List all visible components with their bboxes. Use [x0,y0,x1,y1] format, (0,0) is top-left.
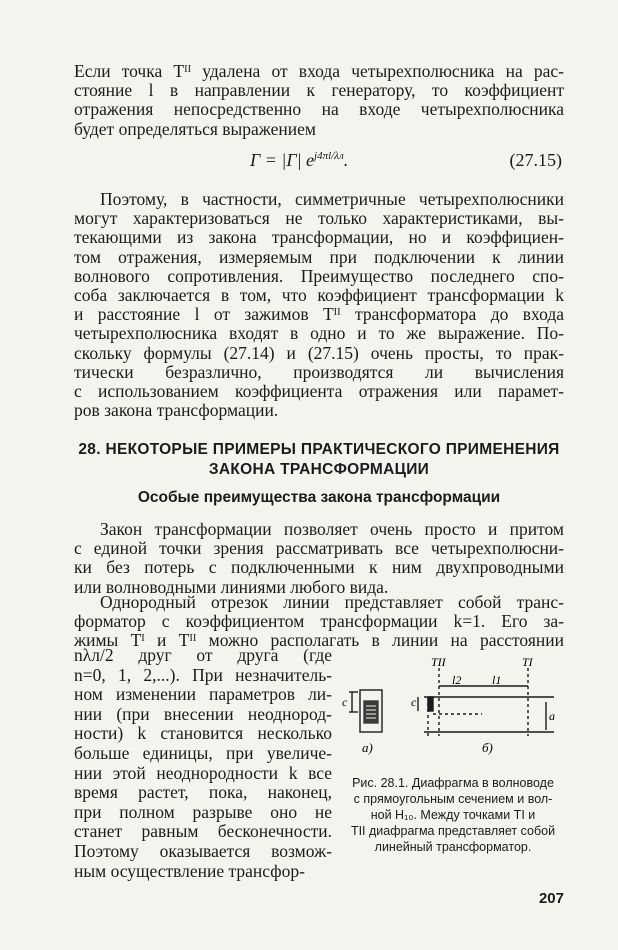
subsection-heading: Особые преимущества закона трансформации [137,489,501,506]
text-line: Поэтому, в частности, симметричные четырехполюсники [100,189,564,209]
waveguide-diaphragm-figure [342,646,564,766]
text-line: будет определяться выражением [74,118,316,139]
text-line: n=0, 1, 2,...). При незначитель- [74,664,332,685]
caption-line: линейный трансформатор. [374,840,532,854]
text-line: том отражения, измеряемым при подключении к линии [74,246,564,267]
formula-base: Γ = |Γ| e [250,150,315,170]
text-line: соба заключается в том, что коэффициент трансформации k [74,285,564,306]
text-line: больше единицы, при увеличе- [74,742,332,763]
label-a: a) [362,740,373,755]
text-line: четырехполюсника входят в одно и то же выражение. По- [74,323,564,344]
text-line: станет равным бесконечности. [74,821,332,842]
text-line: и расстояние l от зажимов Тᴵᴵ трансформатора до входа [74,304,564,325]
label-b: б) [482,740,493,755]
text-line: nλл/2 друг от друга (где [74,645,332,665]
text-line: Однородный отрезок линии представляет собой транс- [100,592,564,612]
diaphragm-opening [364,701,378,723]
text-line: нии этой неоднородности k все [74,762,332,783]
formula-number: (27.15) [509,150,562,170]
text-line: Если точка Тᴵᴵ удалена от входа четырехполюсника на рас- [74,61,564,81]
caption-line: ной H₁₀. Между точками TI и [370,808,536,822]
formula-expression [250,150,348,171]
text-line: или волноводными линиями любого вида. [74,576,389,597]
label-c-left: c [342,695,348,709]
label-t1: TI [522,655,533,669]
longitudinal-section-b [418,668,554,736]
paragraph-4-wrapped-column [74,646,332,881]
section-heading-line-2: ЗАКОНА ТРАНСФОРМАЦИИ [208,461,430,478]
text-line: стояние l в направлении к генератору, то коэффициент [74,80,564,101]
figure-caption [342,775,564,855]
diaphragm [428,697,433,711]
text-line: с использованием коэффициента отражения или парамет- [74,381,564,402]
caption-line: TII диафрагма представляет собой [350,824,556,838]
text-line: форматор с коэффициентом трансформации k=1. Его за- [74,611,564,632]
text-line: волнового сопротивления. Преимущество последнего спо- [74,265,564,286]
text-line: ным осуществление трансфор- [74,860,305,881]
text-line: могут характеризоваться не только характеристиками, вы- [74,208,564,229]
label-c-right: c [411,695,417,709]
page-number: 207 [538,890,564,907]
text-line: нии (при внесении неоднород- [74,703,332,724]
text-line: время растет, пока, наконец, [74,782,332,803]
text-line: тически безразлично, производятся ли вычисления [74,361,564,382]
caption-line: Рис. 28.1. Диафрагма в волноводе [352,776,554,790]
formula-suffix: . [343,150,349,170]
paragraph-2 [74,190,564,420]
text-line: скольку формулы (27.14) и (27.15) очень просты, то прак- [74,342,564,363]
label-l1: l1 [492,673,502,687]
section-heading [74,440,564,480]
text-line: ном изменении параметров ли- [74,684,332,705]
formula-exponent: j4πl/λл [314,150,344,162]
text-line: Закон трансформации позволяет очень просто и притом [100,519,564,539]
text-line: отражения непосредственно на входе четырехполюсника [74,99,564,120]
text-line: Поэтому оказывается возмож- [74,840,332,861]
caption-line: с прямоугольным сечением и вол- [353,792,553,806]
paragraph-4 [74,593,564,651]
cross-section-a [349,690,382,732]
text-line: ности) k становится несколько [74,723,332,744]
paragraph-1 [74,62,564,139]
section-heading-line-1: 28. НЕКОТОРЫЕ ПРИМЕРЫ ПРАКТИЧЕСКОГО ПРИМЕНЕНИЯ [78,441,560,458]
label-l2: l2 [452,673,462,687]
text-line: ки без потерь с подключенными к ним двухпроводными [74,557,564,578]
text-line: текающими из закона трансформации, но и коэффициен- [74,227,564,248]
text-line: при полном разрыве оно не [74,801,332,822]
label-t2: TII [431,655,446,669]
text-line: ров закона трансформации. [74,400,279,421]
text-line: с единой точки зрения рассматривать все четырехполюсни- [74,538,564,559]
formula-27-15 [74,150,564,174]
label-a-dimension: a [549,709,555,723]
paragraph-3 [74,520,564,597]
text-line: жимы Тᴵ и Тᴵᴵ можно располагать в линии на расстоянии [74,630,564,651]
